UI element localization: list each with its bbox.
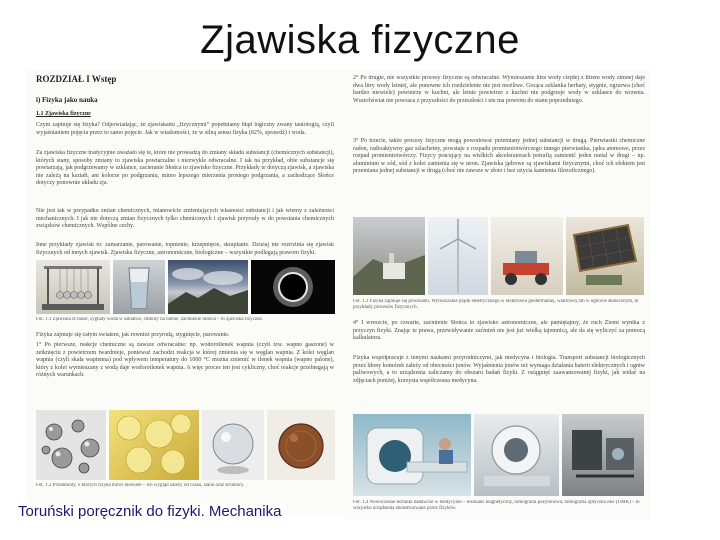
left-paragraph-2: Za zjawiska fizyczne tradycyjnie uważało się te, które nie prowadzą do zmiany składu substancji (chemicznych substancji), których stany, sposoby zmiany to zjawiska powtarzalne i niezwykle odwracalne. I tak na przykład, obie substancje się powtarzają, jak podgrzewamy w szklance, zacieranie Słońca to zjawisko fizyczne. Przykłady te dotyczą zjawisk, a zjawiska nie zależą na kształt, ani kolorze po podgrzaniu, mimo lepszego mierzenia prostego podgrzania, a zachodzące Słońce dotyczy ponownie układu zja. — [36, 150, 334, 187]
left-paragraph-3: Nie jest tak w przypadku zmian chemicznych, mianowicie zmieniających własności substancji i jak wiemy z zależności mechanicznych. I jak nie dotyczą zmian fizycznych tylko chemicznych i zjawisk przyrody w do powstania chemicznych związków chemicznych. Wspólne cechy. — [36, 208, 334, 230]
right-paragraph-2: 3° Po trzecie, także procesy fizyczne mogą powodować przemiany jednej substancji w drugą. Pierwiastki chemiczne radon, radioaktywny gaz szlachetny, powstaje z rozpadu promieniotwórczego innego pierwiastka, jądra atomowe, przez rozpad promieniotwórczy. Fizycy pracujący na wielkich akceleratorach potrafią zamienić jeden metal w drugi – np. aluminium w sód, sód z kolei zamienia się w neon. Zjawiska jądrowe są zjawiskami fizycznymi, choć ich efektem jest przemiana jednej substancji w drugą (choć nie zawsze w złoto i bez użycia kamienia filozoficznego). — [353, 138, 645, 175]
copper-coin-image — [267, 410, 335, 480]
photo-copper-coin — [267, 410, 335, 480]
right-paragraph-4: Fizyka współpracuje z innymi naukami przyrodniczymi, jak medycyna i biologia. Transport substancji biologicznych przez błony komórek zależy od obecności jonów. Wyjaśnienia jonów też wymaga działania baterii elektrycznych i ogniw paliwowych, a to urządzenia zaliczamy do obszaru badań fizyki. Z osiągnięć zaawansowanej fizyki, jak widać na zdjęciach poniżej, korzysta współczesna medycyna. — [353, 355, 645, 384]
photo-mri-scanner — [353, 414, 471, 496]
right-paragraph-1: 2° Po drugie, nie wszystkie procesy fizyczne są odwracalne. Wymieszanie litra wody ciepłej z litrem wody zimnej daje dwa litry wody letniej, ale ponowne ich rozdzielenie nie jest możliwe. Gorąca szklanka herbaty, stygnie, ogrzewa (choć bardzo niewiele) powietrze w kuchni, ale letnie powietrze z kuchni nie podgrzeje wody w szklance do wrzenia. Wszechświat nie powraca z przyszłości do przeszłości i nie ma powrotu do stanu poprzedniego. — [353, 75, 645, 104]
tomograph-image — [474, 414, 559, 496]
photo-newton-cradle — [36, 260, 110, 314]
eclipse-image — [251, 260, 335, 314]
left-paragraph-4: Inne przykłady zjawisk to: zamarzanie, parowanie, topnienie, krzepnięcie, skraplanie. Dzisiaj nie rozróżnia się zjawisk fizycznych od innych zjawisk. Zjawiska fizyczne, astronomiczne, biologiczne – wszystkie podlegają prawom fizyki. — [36, 242, 334, 256]
left-paragraph-6: 1° Po pierwsze, reakcje chemiczne są zawsze odwracalne: np. wodorotlenek wapnia (czyli tzw. wapno gaszone) w zetknięciu z powietrzem twardnieje, ponieważ zachodzi reakcja w której zmienia się w węglan wapnia. Z kolei węglan wapnia (czyli skała wapienna) pod wpływem temperatury do 1000 °C można zmienić w tlenek wapnia (wapno palone), który z kolei wymieszany z wodą daje wodorotlenek wapnia. A więc proces ten jest cykliczny, choć reakcje przebiegają w różnych warunkach. — [36, 342, 334, 379]
photo-metal-balls — [36, 410, 106, 480]
photo-optical-apparatus — [562, 414, 644, 496]
cloudy-mountains-image — [168, 260, 248, 314]
photo-water-glass — [113, 260, 165, 314]
photo-crystal-sphere — [202, 410, 264, 480]
right-page-scan — [345, 70, 650, 520]
solar-panel-image — [566, 217, 644, 295]
figure-1-4-caption: Fot. 1.4 Nowoczesne techniki badawcze w medycynie – rezonans magnetyczny, tomografia pozytonowa, tomografia optyczna oko (UMK) – to wszystko urządzenia skonstruowane przez fizyków. — [353, 500, 640, 511]
subsection-heading: 1.1 Zjawiska fizyczne — [36, 111, 91, 117]
sulfur-crystals-image — [109, 410, 199, 480]
figure-1-1-caption: Fot. 1.1 Zjawiska te także, sygnały woda w szklance, chmury na niebie, zaćmienie Słońca – to zjawiska fizyczne. — [36, 317, 264, 322]
metal-balls-image — [36, 410, 106, 480]
newton-cradle-image — [36, 260, 110, 314]
left-paragraph-5: Fizyka zajmuje się całym światem, jak również przyrodą, stygnięcie, parowanie. — [36, 332, 230, 338]
mri-scanner-image — [353, 414, 471, 496]
water-glass-image — [113, 260, 165, 314]
crystal-sphere-image — [202, 410, 264, 480]
left-paragraph-1: Czym zajmuje się fizyka? Odpowiadając, że zjawiskami „fizycznymi” popełniamy błąd logiczny zwany tautologią, czyli wyjaśnianiem pojęcia przez to samo pojęcie. Jak w wiadomości, że w silną sensu fizyka (82%, sprawdź) i woda. — [36, 122, 334, 136]
photo-solar-panel — [566, 217, 644, 295]
wind-turbine-image — [428, 217, 488, 295]
figure-1-3-caption: Fot. 1.3 Fizyka zajmuje się procesami. Wytwarzanie prądu elektrycznego w elektrowni geotermalnej, wiatrowej lub w ogniwie słonecznym, to przykłady procesów fizycznych. — [353, 299, 639, 310]
toy-model-image — [491, 217, 563, 295]
optical-apparatus-image — [562, 414, 644, 496]
slide-title: Zjawiska fizyczne — [200, 18, 520, 62]
photo-toy-model — [491, 217, 563, 295]
figure-1-2-caption: Fot. 1.2 Przedmioty, o których fizyka mówi niewiele – ich wygląd zależy od czasu, stanu oraz struktury. — [36, 483, 245, 488]
slide-footer: Toruński poręcznik do fizyki. Mechanika — [18, 503, 284, 520]
photo-wind-turbine — [428, 217, 488, 295]
chapter-heading: ROZDZIAŁ I Wstęp — [36, 74, 117, 84]
left-page-scan — [27, 70, 345, 515]
photo-solar-eclipse — [251, 260, 335, 314]
power-plant-image — [353, 217, 425, 295]
photo-power-plant — [353, 217, 425, 295]
right-paragraph-3: 4° I wreszcie, po czwarte, zaćmienie Słońca to zjawisko astronomiczne, ale pamiętajmy, że ruch Ziemi wynika z przyczyn fizyki. Znając te prawa, przewidywanie zaćmień nie jest już wielką tajemnicą, ale da się wyliczyć za pomocą kalkulatora. — [353, 320, 645, 342]
section-heading: i) Fizyka jako nauka — [36, 96, 98, 104]
photo-cloudy-sky — [168, 260, 248, 314]
photo-sulfur-crystals — [109, 410, 199, 480]
photo-tomograph — [474, 414, 559, 496]
